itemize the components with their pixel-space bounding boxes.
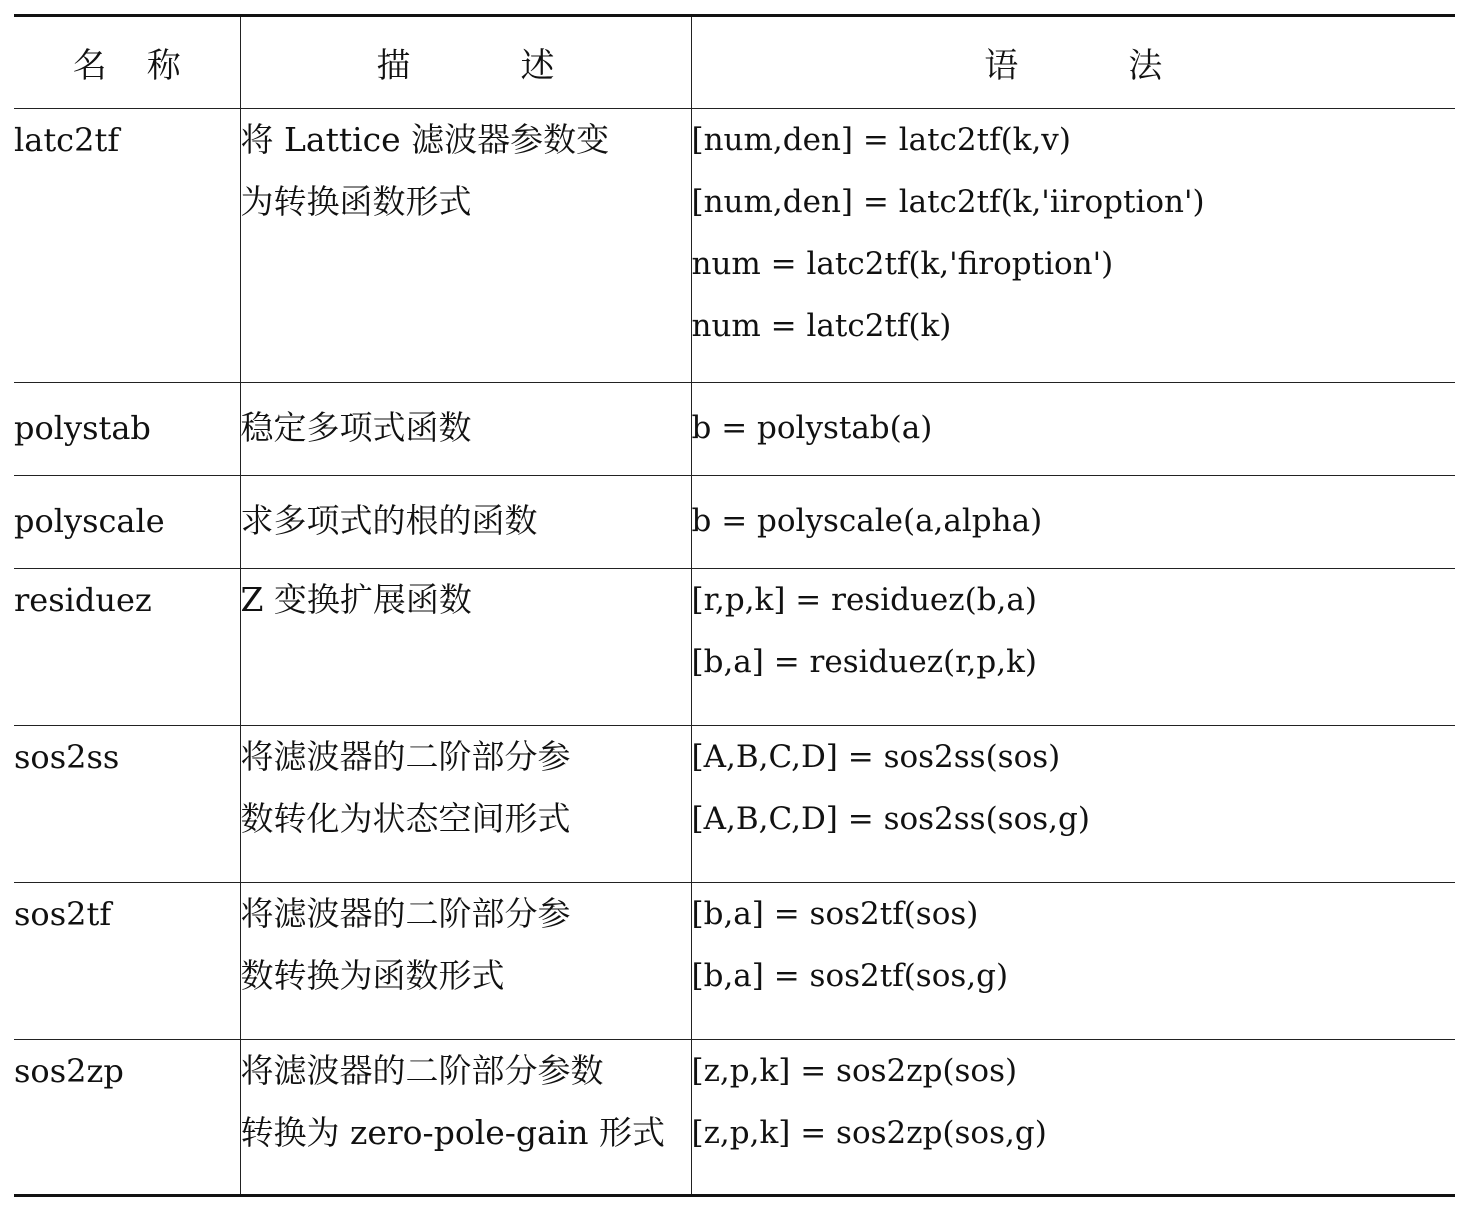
function-name: polystab [14,383,240,476]
function-syntax: [num,den] = latc2tf(k,v) [num,den] = latc2tf(k,'iiroption') num = latc2tf(k,'firoption') num = latc2tf(k) [691,109,1455,383]
function-description: 将滤波器的二阶部分参 数转换为函数形式 [240,883,691,1040]
function-syntax: b = polyscale(a,alpha) [691,476,1455,569]
table-row [14,109,1455,383]
function-syntax: [b,a] = sos2tf(sos) [b,a] = sos2tf(sos,g) [691,883,1455,1040]
function-description: 求多项式的根的函数 [240,476,691,569]
function-name: sos2zp [14,1040,240,1196]
table-row [14,569,1455,726]
function-name: latc2tf [14,109,240,383]
function-syntax: [A,B,C,D] = sos2ss(sos) [A,B,C,D] = sos2ss(sos,g) [691,726,1455,883]
function-description: 稳定多项式函数 [240,383,691,476]
table-row [14,1040,1455,1196]
table-row [14,476,1455,569]
function-description: 将滤波器的二阶部分参 数转化为状态空间形式 [240,726,691,883]
function-name: sos2ss [14,726,240,883]
function-table [14,14,1455,1197]
function-syntax: [z,p,k] = sos2zp(sos) [z,p,k] = sos2zp(sos,g) [691,1040,1455,1196]
table-row [14,383,1455,476]
header-name: 名称 [14,16,240,109]
function-syntax: b = polystab(a) [691,383,1455,476]
header-row [14,16,1455,109]
function-description: Z 变换扩展函数 [240,569,691,726]
table-row [14,883,1455,1040]
header-description: 描述 [240,16,691,109]
function-name: residuez [14,569,240,726]
function-description: 将 Lattice 滤波器参数变 为转换函数形式 [240,109,691,383]
function-name: polyscale [14,476,240,569]
header-syntax: 语法 [691,16,1455,109]
function-syntax: [r,p,k] = residuez(b,a) [b,a] = residuez(r,p,k) [691,569,1455,726]
function-description: 将滤波器的二阶部分参数 转换为 zero-pole-gain 形式 [240,1040,691,1196]
table-row [14,726,1455,883]
function-name: sos2tf [14,883,240,1040]
